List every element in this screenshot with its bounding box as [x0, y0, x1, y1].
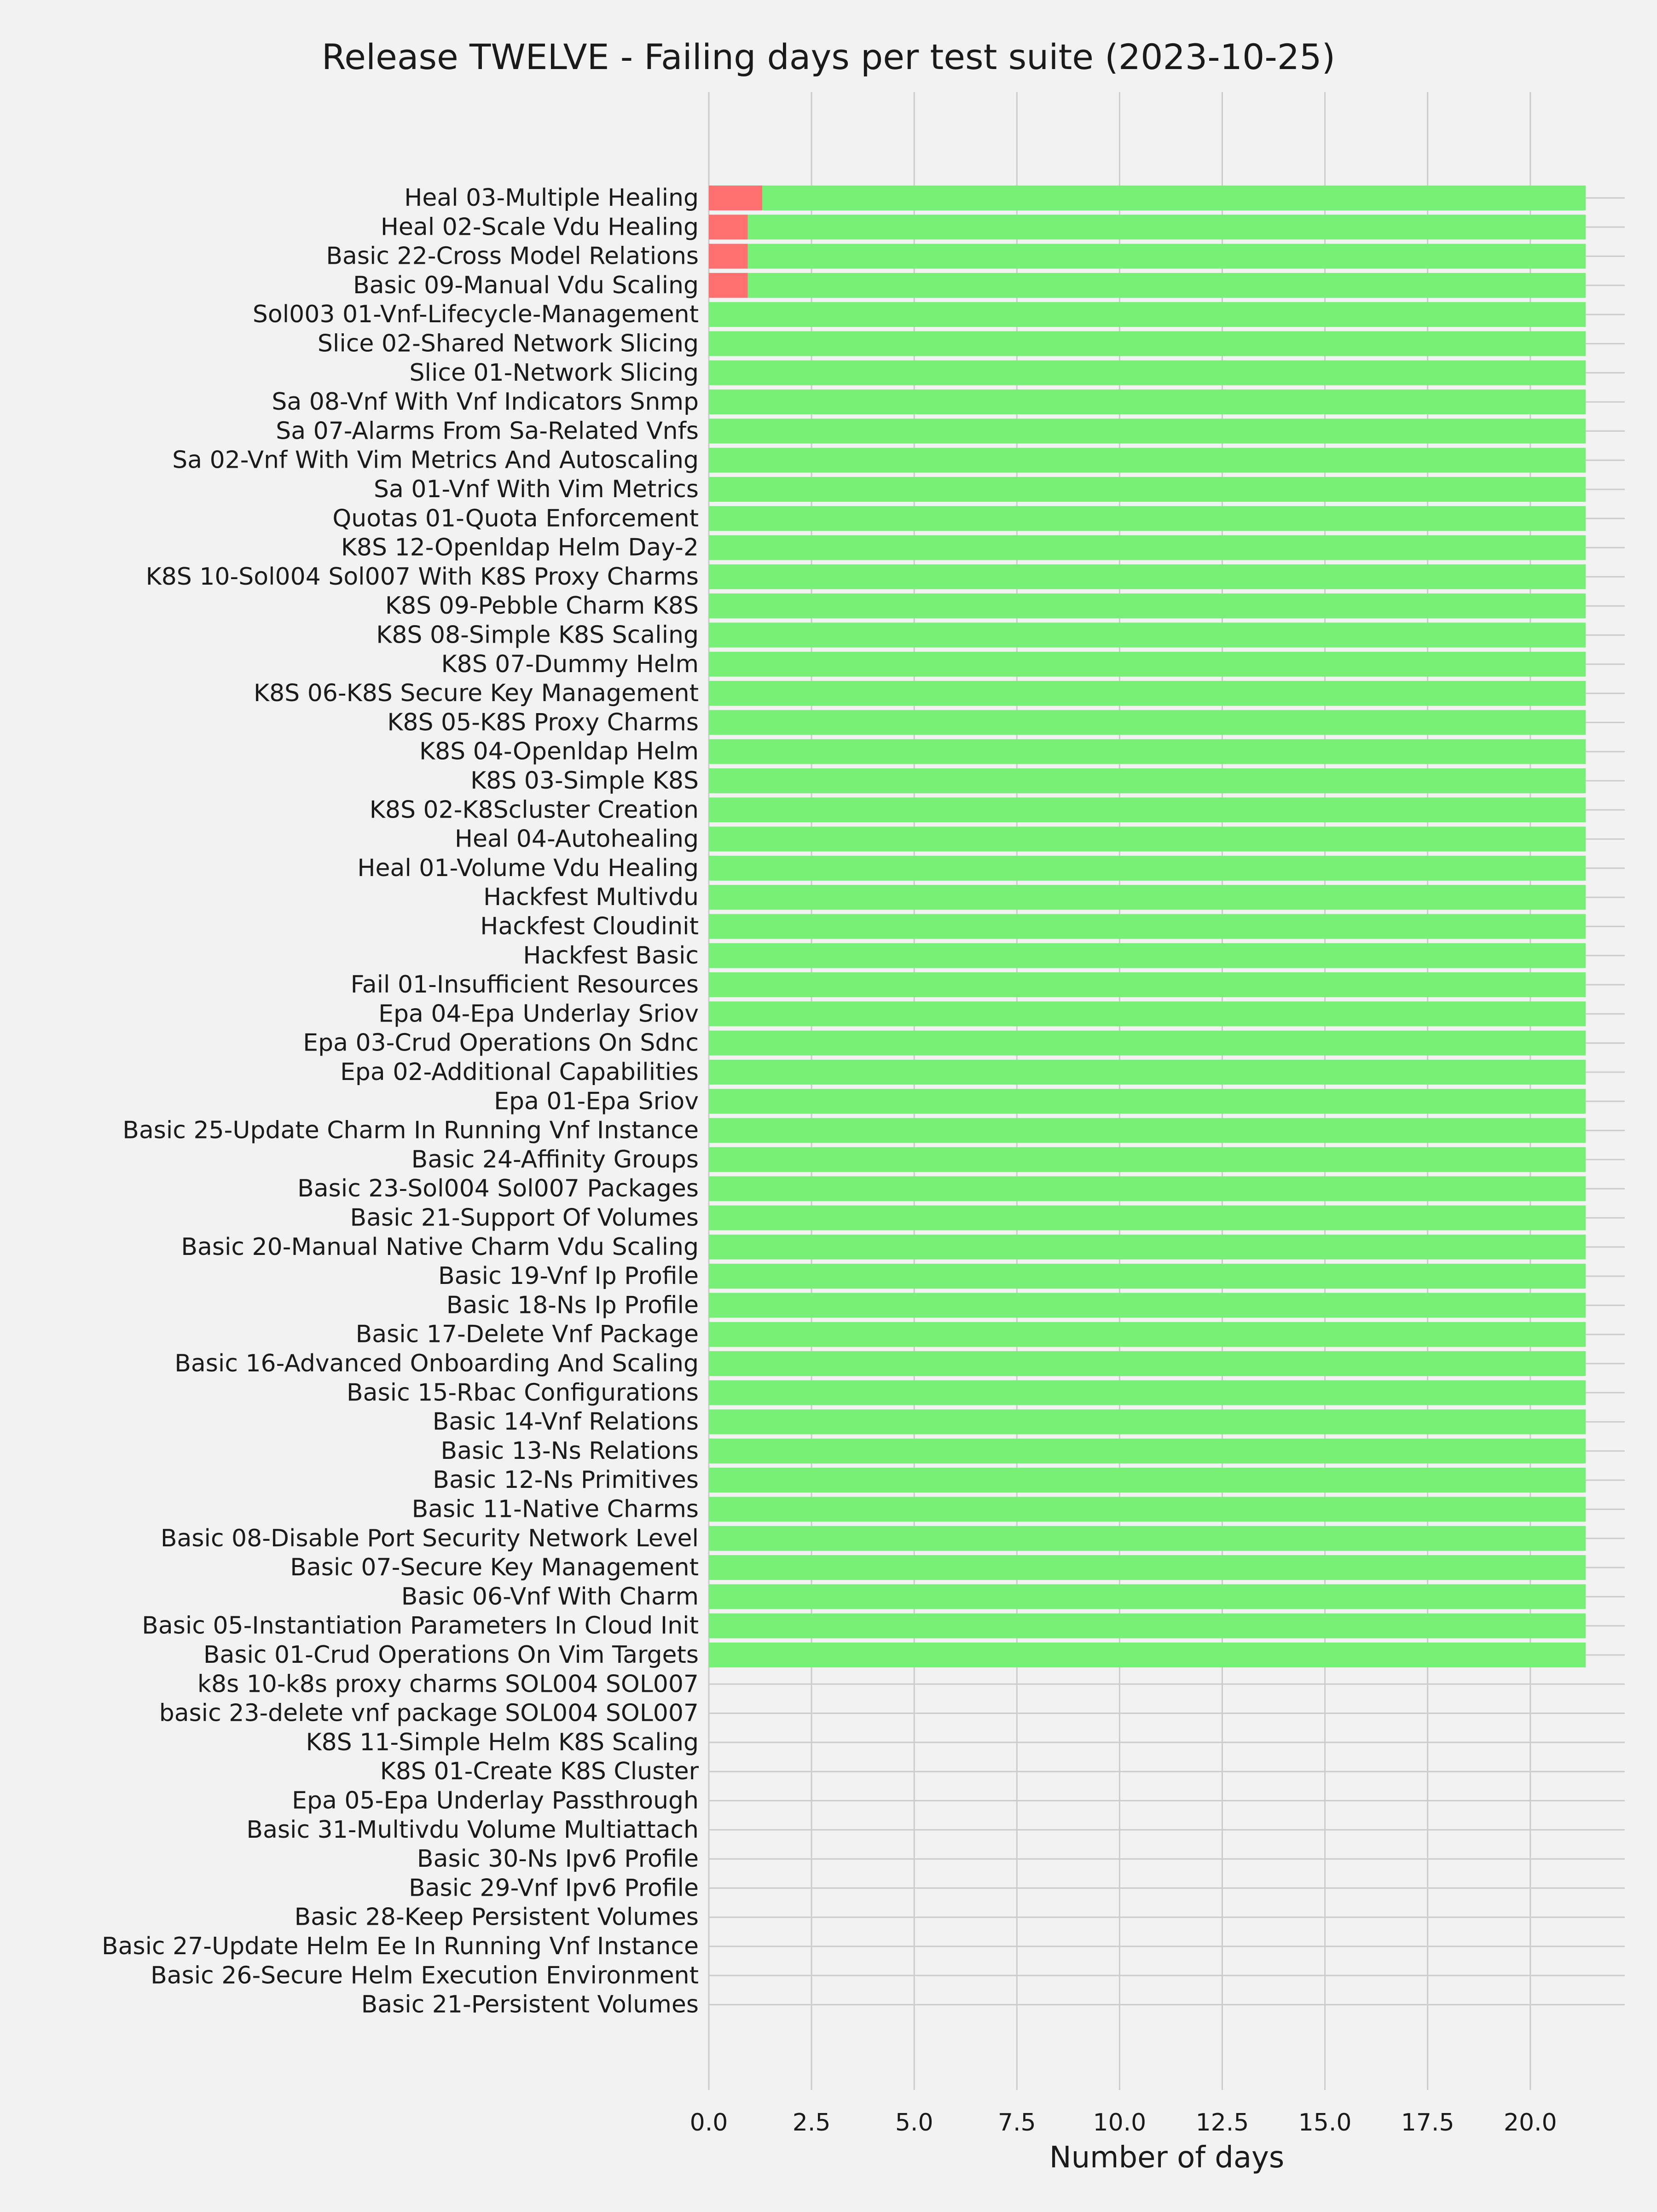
y-tick-label: Basic 21-Persistent Volumes: [361, 1991, 699, 2019]
y-tick-label: Basic 24-Affinity Groups: [411, 1145, 699, 1173]
passing-bar: [709, 1380, 1586, 1405]
x-tick-label: 17.5: [1401, 2109, 1454, 2137]
passing-bar: [709, 1147, 1586, 1172]
passing-bar: [762, 186, 1586, 210]
passing-bar: [709, 1206, 1586, 1231]
y-tick-label: Basic 30-Ns Ipv6 Profile: [417, 1845, 699, 1873]
passing-bar: [709, 1089, 1586, 1114]
passing-bar: [709, 1584, 1586, 1609]
passing-bar: [709, 1060, 1586, 1085]
y-tick-label: Basic 26-Secure Helm Execution Environment: [151, 1962, 699, 1990]
y-tick-label: k8s 10-k8s proxy charms SOL004 SOL007: [197, 1670, 699, 1698]
x-tick-label: 12.5: [1195, 2109, 1249, 2137]
passing-bar: [709, 1468, 1586, 1492]
passing-bar: [709, 477, 1586, 502]
failing-bar: [709, 186, 762, 210]
passing-bar: [709, 1555, 1586, 1580]
y-tick-label: Basic 12-Ns Primitives: [433, 1466, 699, 1494]
y-tick-label: Sa 07-Alarms From Sa-Related Vnfs: [276, 417, 699, 445]
y-tick-label: Basic 25-Update Charm In Running Vnf Instance: [122, 1116, 699, 1144]
y-tick-label: K8S 02-K8Scluster Creation: [369, 796, 699, 824]
y-tick-label: Epa 04-Epa Underlay Sriov: [378, 1000, 699, 1028]
y-tick-label: K8S 12-Openldap Helm Day-2: [341, 534, 699, 562]
y-tick-label: K8S 04-Openldap Helm: [419, 737, 699, 766]
y-tick-label: K8S 06-K8S Secure Key Management: [253, 679, 699, 708]
passing-bar: [709, 331, 1586, 356]
passing-bar: [709, 1497, 1586, 1522]
passing-bar: [709, 535, 1586, 560]
y-tick-label: Heal 04-Autohealing: [454, 825, 699, 853]
passing-bar: [709, 914, 1586, 939]
passing-bar: [709, 506, 1586, 531]
y-tick-label: Sa 08-Vnf With Vnf Indicators Snmp: [272, 388, 699, 416]
passing-bar: [748, 273, 1586, 298]
y-tick-label: Basic 06-Vnf With Charm: [401, 1583, 699, 1611]
y-tick-label: Heal 03-Multiple Healing: [404, 184, 699, 212]
passing-bar: [709, 1264, 1586, 1289]
passing-bar: [709, 1526, 1586, 1551]
y-tick-label: Quotas 01-Quota Enforcement: [332, 505, 699, 533]
passing-bar: [709, 418, 1586, 443]
x-tick-label: 20.0: [1503, 2109, 1557, 2137]
passing-bar: [748, 244, 1586, 269]
y-tick-label: Basic 09-Manual Vdu Scaling: [353, 271, 699, 299]
y-tick-label: K8S 01-Create K8S Cluster: [380, 1758, 699, 1786]
passing-bar: [709, 564, 1586, 589]
passing-bar: [709, 623, 1586, 648]
y-tick-label: Epa 03-Crud Operations On Sdnc: [303, 1029, 699, 1057]
passing-bar: [709, 1351, 1586, 1376]
passing-bar: [709, 827, 1586, 852]
passing-bar: [709, 681, 1586, 706]
y-tick-label: Sol003 01-Vnf-Lifecycle-Management: [252, 301, 699, 329]
y-tick-label: Slice 01-Network Slicing: [409, 359, 699, 387]
passing-bar: [709, 1293, 1586, 1318]
x-tick-label: 7.5: [997, 2109, 1036, 2137]
y-tick-label: Basic 18-Ns Ip Profile: [446, 1291, 699, 1319]
y-tick-label: Basic 23-Sol004 Sol007 Packages: [297, 1175, 699, 1203]
passing-bar: [709, 302, 1586, 327]
bars: [709, 186, 1586, 1667]
passing-bar: [709, 1176, 1586, 1201]
passing-bar: [709, 1439, 1586, 1463]
y-tick-label: K8S 11-Simple Helm K8S Scaling: [306, 1728, 699, 1756]
y-tick-label: Basic 28-Keep Persistent Volumes: [294, 1903, 699, 1931]
passing-bar: [709, 739, 1586, 764]
passing-bar: [709, 1235, 1586, 1260]
y-tick-label: Basic 29-Vnf Ipv6 Profile: [409, 1874, 699, 1902]
passing-bar: [709, 360, 1586, 385]
x-axis-ticks: [690, 2109, 1557, 2137]
y-tick-label: basic 23-delete vnf package SOL004 SOL007: [159, 1699, 699, 1727]
y-tick-label: Hackfest Multivdu: [483, 883, 699, 912]
y-tick-label: Basic 11-Native Charms: [411, 1495, 699, 1523]
y-tick-label: Basic 22-Cross Model Relations: [326, 242, 699, 270]
y-tick-label: Hackfest Basic: [523, 941, 699, 970]
y-tick-label: Sa 02-Vnf With Vim Metrics And Autoscaling: [172, 446, 699, 474]
y-tick-label: K8S 10-Sol004 Sol007 With K8S Proxy Charms: [145, 563, 699, 591]
y-tick-label: Heal 02-Scale Vdu Healing: [380, 213, 699, 241]
passing-bar: [709, 1001, 1586, 1026]
passing-bar: [709, 885, 1586, 910]
y-tick-label: Basic 19-Vnf Ip Profile: [438, 1262, 699, 1290]
passing-bar: [709, 652, 1586, 677]
passing-bar: [709, 448, 1586, 473]
passing-bar: [709, 1322, 1586, 1347]
chart-title: Release TWELVE - Failing days per test suite (2023-10-25): [321, 36, 1336, 77]
y-tick-label: Epa 05-Epa Underlay Passthrough: [292, 1787, 699, 1815]
y-tick-label: K8S 03-Simple K8S: [470, 767, 699, 795]
y-tick-label: Basic 17-Delete Vnf Package: [355, 1320, 699, 1348]
x-tick-label: 0.0: [689, 2109, 728, 2137]
y-tick-label: Basic 05-Instantiation Parameters In Cloud Init: [142, 1612, 699, 1640]
y-tick-label: Fail 01-Insufficient Resources: [350, 971, 699, 999]
y-tick-label: Basic 16-Advanced Onboarding And Scaling: [174, 1350, 699, 1377]
passing-bar: [709, 1643, 1586, 1667]
y-tick-label: Basic 20-Manual Native Charm Vdu Scaling: [181, 1233, 699, 1261]
y-tick-label: Basic 31-Multivdu Volume Multiattach: [246, 1816, 699, 1844]
y-tick-label: Epa 02-Additional Capabilities: [340, 1058, 699, 1086]
y-tick-label: Epa 01-Epa Sriov: [494, 1087, 699, 1115]
passing-bar: [709, 972, 1586, 997]
x-axis-label: Number of days: [1049, 2141, 1285, 2175]
passing-bar: [709, 943, 1586, 968]
y-tick-label: Heal 01-Volume Vdu Healing: [357, 854, 699, 882]
y-tick-label: K8S 07-Dummy Helm: [441, 650, 699, 678]
y-tick-label: K8S 05-K8S Proxy Charms: [387, 708, 699, 737]
y-tick-label: Basic 27-Update Helm Ee In Running Vnf Instance: [101, 1933, 699, 1960]
passing-bar: [709, 593, 1586, 618]
passing-bar: [748, 215, 1586, 239]
passing-bar: [709, 1410, 1586, 1434]
passing-bar: [709, 1614, 1586, 1638]
y-tick-label: Basic 14-Vnf Relations: [432, 1408, 699, 1436]
passing-bar: [709, 856, 1586, 881]
y-tick-label: Basic 08-Disable Port Security Network Level: [160, 1524, 699, 1552]
x-tick-label: 10.0: [1093, 2109, 1147, 2137]
y-tick-label: Basic 01-Crud Operations On Vim Targets: [203, 1641, 699, 1669]
failing-bar: [709, 215, 748, 239]
failing-bar: [709, 273, 748, 298]
y-tick-label: Slice 02-Shared Network Slicing: [317, 330, 699, 358]
y-tick-label: Basic 15-Rbac Configurations: [347, 1379, 699, 1407]
passing-bar: [709, 768, 1586, 793]
y-tick-label: Basic 13-Ns Relations: [440, 1437, 699, 1465]
y-tick-label: Basic 21-Support Of Volumes: [350, 1204, 699, 1232]
passing-bar: [709, 1031, 1586, 1056]
y-tick-label: Hackfest Cloudinit: [480, 912, 699, 941]
x-tick-label: 2.5: [792, 2109, 831, 2137]
x-tick-label: 5.0: [895, 2109, 933, 2137]
y-tick-label: Basic 07-Secure Key Management: [290, 1554, 699, 1582]
x-tick-label: 15.0: [1298, 2109, 1352, 2137]
passing-bar: [709, 1118, 1586, 1143]
y-tick-label: K8S 08-Simple K8S Scaling: [376, 621, 699, 649]
passing-bar: [709, 797, 1586, 822]
passing-bar: [709, 710, 1586, 735]
passing-bar: [709, 389, 1586, 414]
failing-bar: [709, 244, 748, 269]
y-tick-label: Sa 01-Vnf With Vim Metrics: [373, 476, 699, 503]
y-tick-label: K8S 09-Pebble Charm K8S: [385, 592, 699, 620]
